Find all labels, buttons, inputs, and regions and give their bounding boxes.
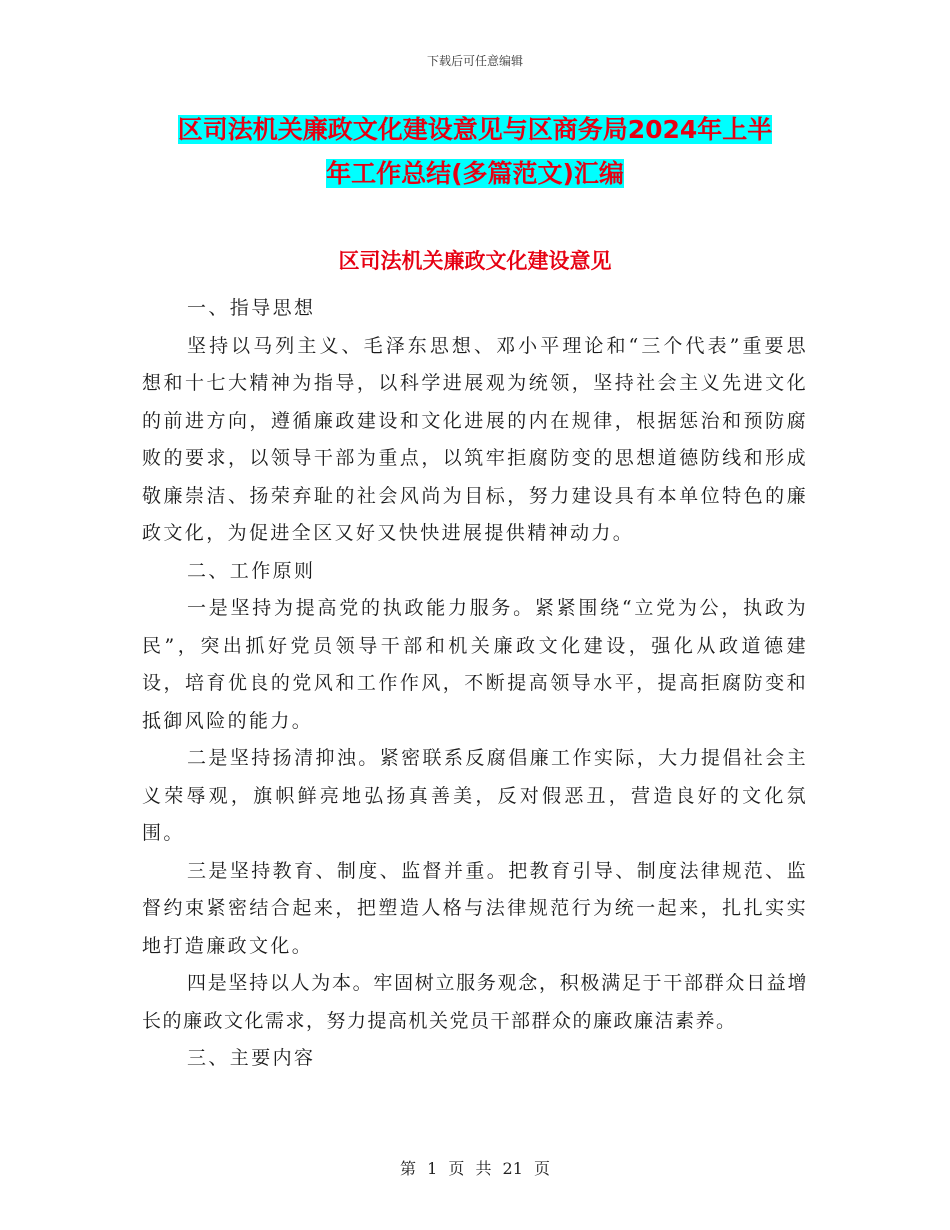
paragraph-principle-1: 一是坚持为提高党的执政能力服务。紧紧围绕“立党为公，执政为民”，突出抓好党员领导干部和机关廉政文化建设，强化从政道德建设，培育优良的党风和工作作风，不断提高领导水平，提高拒腐防变和抵御风险的能力。	[142, 597, 808, 732]
heading-main-content: 三、主要内容	[187, 1047, 316, 1069]
document-title-line-2: 年工作总结(多篇范文)汇编	[326, 159, 624, 188]
document-title-line-1: 区司法机关廉政文化建设意见与区商务局2024年上半	[177, 115, 773, 144]
header-note: 下载后可任意编辑	[426, 54, 523, 68]
section-title: 区司法机关廉政文化建设意见	[338, 249, 612, 273]
document-body	[142, 290, 808, 1078]
paragraph-principle-4: 四是坚持以人为本。牢固树立服务观念，积极满足于干部群众日益增长的廉政文化需求，努力提高机关党员干部群众的廉政廉洁素养。	[142, 972, 808, 1032]
paragraph-principle-3: 三是坚持教育、制度、监督并重。把教育引导、制度法律规范、监督约束紧密结合起来，把塑造人格与法律规范行为统一起来，扎扎实实地打造廉政文化。	[142, 859, 808, 957]
paragraph-guiding-ideology: 坚持以马列主义、毛泽东思想、邓小平理论和“三个代表”重要思想和十七大精神为指导，以科学进展观为统领，坚持社会主义先进文化的前进方向，遵循廉政建设和文化进展的内在规律，根据惩治和预防腐败的要求，以领导干部为重点，以筑牢拒腐防变的思想道德防线和形成敬廉崇洁、扬荣弃耻的社会风尚为目标，努力建设具有本单位特色的廉政文化，为促进全区又好又快快进展提供精神动力。	[142, 334, 808, 544]
heading-work-principles: 二、工作原则	[187, 559, 316, 582]
page-footer: 第 1 页 共 21 页	[400, 1159, 550, 1178]
paragraph-principle-2: 二是坚持扬清抑浊。紧密联系反腐倡廉工作实际，大力提倡社会主义荣辱观，旗帜鲜亮地弘扬真善美，反对假恶丑，营造良好的文化氛围。	[142, 747, 808, 844]
heading-guiding-ideology: 一、指导思想	[187, 297, 316, 319]
document-title	[142, 108, 808, 196]
